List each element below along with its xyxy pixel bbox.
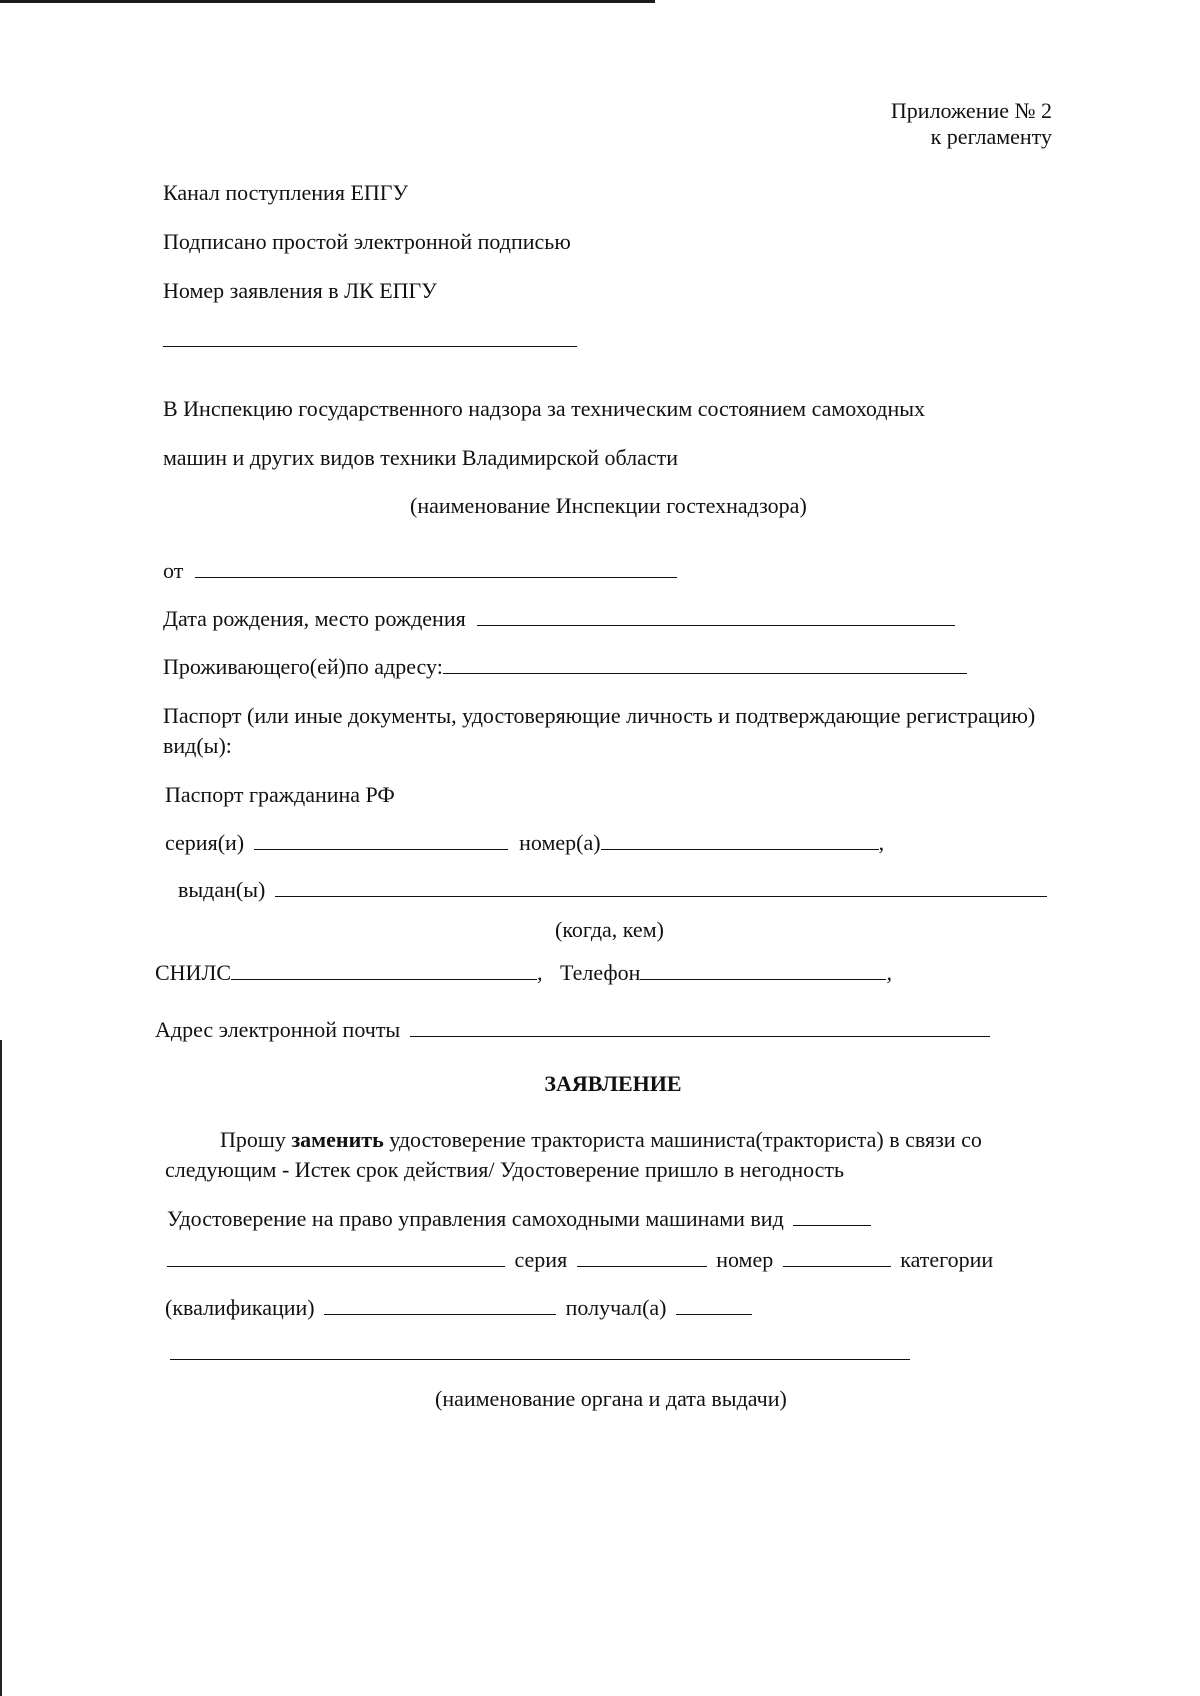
issuing-org-field [170,1359,910,1360]
signed-line: Подписано простой электронной подписью [163,229,571,254]
number-label: номер(а) [519,830,601,855]
passport-line2: вид(ы): [163,733,232,758]
address-field [443,655,967,674]
qualification-label: (квалификации) [165,1295,315,1320]
series-label: серия(и) [165,830,245,855]
addressee-line1: В Инспекцию государственного надзора за техническим состоянием самоходных [163,396,926,421]
passport-line1: Паспорт (или иные документы, удостоверяющие личность и подтверждающие регистрацию) [163,703,1036,728]
from-field [195,559,677,578]
address-label: Проживающего(ей)по адресу: [163,654,443,679]
statement-paragraph-line1 [220,1127,982,1153]
appendix-line1: Приложение № 2 [890,98,1052,123]
phone-label: Телефон [560,960,641,985]
issued-caption: (когда, кем) [555,917,664,942]
snils-comma: , [537,960,543,985]
issued-label: выдан(ы) [178,877,266,902]
license-type-field [793,1207,871,1226]
issuing-org-caption: (наименование органа и дата выдачи) [435,1386,787,1411]
license-label: Удостоверение на право управления самоходными машинами вид [167,1206,784,1231]
statement-text-a: Прошу [220,1127,292,1152]
statement-text-b: удостоверение тракториста машиниста(тракториста) в связи со [383,1127,982,1152]
license-series-field [577,1248,707,1267]
snils-label: СНИЛС [155,960,232,985]
scan-artifact-top [0,0,655,3]
appendix-line2: к регламенту [930,124,1052,149]
phone-field [640,961,886,980]
birth-label: Дата рождения, место рождения [163,606,466,631]
number-comma: , [878,830,885,855]
email-label: Адрес электронной почты [155,1017,401,1042]
channel-line: Канал поступления ЕПГУ [163,180,409,205]
license-series-label: серия [514,1247,568,1272]
from-label: от [163,558,184,583]
statement-verb: заменить [291,1127,384,1152]
received-field [676,1296,752,1315]
series-field [254,831,508,850]
statement-title: ЗАЯВЛЕНИЕ [544,1071,682,1096]
passport-type: Паспорт гражданина РФ [165,782,395,807]
phone-comma: , [886,960,892,985]
received-label: получал(а) [565,1295,667,1320]
number-field [601,831,879,850]
issued-field [275,878,1047,897]
license-number-field [783,1248,891,1267]
birth-field [477,607,955,626]
email-field [410,1018,990,1037]
qualification-field [324,1296,556,1315]
license-categories-label: категории [900,1247,994,1272]
app-number-line: Номер заявления в ЛК ЕПГУ [163,278,437,303]
snils-field [231,961,537,980]
license-field-blank [167,1248,505,1267]
license-number-label: номер [716,1247,774,1272]
addressee-line2: машин и других видов техники Владимирской области [163,445,679,470]
app-number-field [163,346,577,347]
addressee-caption: (наименование Инспекции гостехнадзора) [410,493,807,518]
statement-paragraph-line2: следующим - Истек срок действия/ Удостоверение пришло в негодность [165,1157,845,1182]
scan-artifact-left-edge [0,1040,2,1696]
